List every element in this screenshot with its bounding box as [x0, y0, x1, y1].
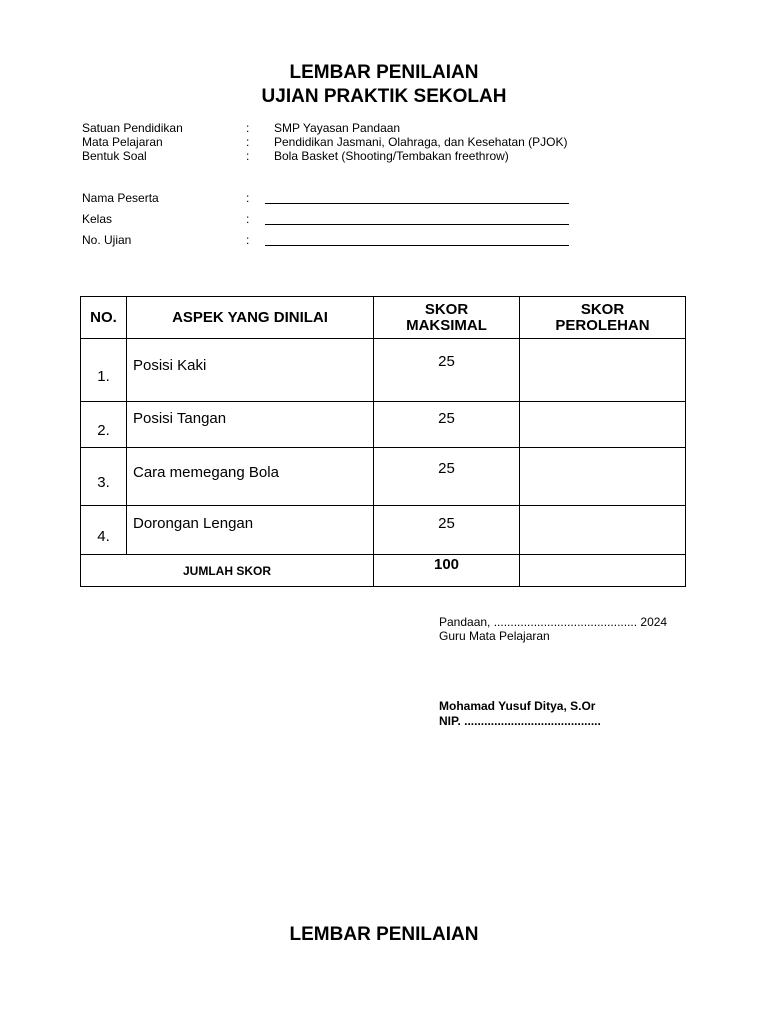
total-obtained[interactable] — [520, 555, 686, 587]
row-number: 4. — [97, 527, 110, 545]
aspect-text: Dorongan Lengan — [133, 515, 254, 532]
cell-skor-maksimal — [374, 506, 520, 555]
info-row-bentuk-soal — [82, 149, 682, 163]
signer-role: Guru Mata Pelajaran — [439, 629, 550, 643]
info-colon: : — [246, 149, 250, 163]
field-kelas[interactable] — [82, 212, 682, 226]
total-max — [374, 555, 520, 587]
score-table — [80, 296, 686, 587]
header-no: NO. — [81, 297, 127, 339]
page-title: LEMBAR PENILAIAN — [289, 62, 479, 83]
field-nama-peserta[interactable] — [82, 191, 682, 205]
page-subtitle: UJIAN PRAKTIK SEKOLAH — [261, 86, 507, 107]
info-label: Bentuk Soal — [82, 149, 147, 163]
cell-skor-maksimal — [374, 402, 520, 448]
table-row — [81, 339, 686, 402]
header-skor-maksimal — [374, 297, 520, 339]
field-colon: : — [246, 233, 250, 247]
info-row-satuan-pendidikan — [82, 121, 682, 135]
row-number: 2. — [97, 422, 110, 439]
info-value: Pendidikan Jasmani, Olahraga, dan Kesehatan (PJOK) — [274, 135, 568, 149]
table-row — [81, 448, 686, 506]
signer-nip: NIP. ......................................... — [439, 714, 601, 728]
signer-name: Mohamad Yusuf Ditya, S.Or — [439, 699, 596, 713]
row-number: 1. — [97, 367, 110, 385]
info-label: Satuan Pendidikan — [82, 121, 183, 135]
info-colon: : — [246, 121, 250, 135]
aspect-text: Posisi Kaki — [133, 357, 207, 374]
field-label: Nama Peserta — [82, 191, 159, 205]
header-aspek: ASPEK YANG DINILAI — [127, 297, 374, 339]
cell-skor-perolehan[interactable] — [520, 402, 686, 448]
total-max-value: 100 — [433, 556, 460, 573]
cell-no — [81, 448, 127, 506]
header-text: MAKSIMAL — [406, 316, 487, 334]
max-score: 25 — [438, 410, 455, 427]
header-skor-perolehan — [520, 297, 686, 339]
cell-skor-perolehan[interactable] — [520, 448, 686, 506]
field-colon: : — [246, 212, 250, 226]
aspect-text: Cara memegang Bola — [133, 464, 279, 481]
table-total-row — [81, 555, 686, 587]
fill-in-line[interactable] — [265, 245, 569, 246]
info-value: SMP Yayasan Pandaan — [274, 121, 401, 135]
cell-no — [81, 339, 127, 402]
max-score: 25 — [438, 460, 455, 477]
header-text: PEROLEHAN — [555, 316, 650, 334]
info-colon: : — [246, 135, 250, 149]
field-colon: : — [246, 191, 250, 205]
total-label: JUMLAH SKOR — [81, 555, 374, 587]
table-row — [81, 506, 686, 555]
fill-in-line[interactable] — [265, 224, 569, 225]
cell-skor-maksimal — [374, 448, 520, 506]
field-label: Kelas — [82, 212, 113, 226]
cell-aspek — [127, 402, 374, 448]
cell-aspek — [127, 339, 374, 402]
info-value: Bola Basket (Shooting/Tembakan freethrow) — [274, 149, 509, 163]
table-header-row — [81, 297, 686, 339]
cell-no — [81, 506, 127, 555]
cell-skor-maksimal — [374, 339, 520, 402]
field-no-ujian[interactable] — [82, 233, 682, 247]
max-score: 25 — [438, 353, 455, 370]
max-score: 25 — [438, 515, 455, 532]
cell-aspek — [127, 448, 374, 506]
aspect-text: Posisi Tangan — [133, 410, 227, 427]
next-page-title: LEMBAR PENILAIAN — [289, 924, 479, 945]
info-label: Mata Pelajaran — [82, 135, 163, 149]
cell-no — [81, 402, 127, 448]
cell-skor-perolehan[interactable] — [520, 506, 686, 555]
field-label: No. Ujian — [82, 233, 132, 247]
fill-in-line[interactable] — [265, 203, 569, 204]
row-number: 3. — [97, 474, 110, 491]
cell-aspek — [127, 506, 374, 555]
header-text: SKOR — [424, 300, 469, 318]
table-row — [81, 402, 686, 448]
info-row-mata-pelajaran — [82, 135, 682, 149]
header-text: SKOR — [580, 300, 625, 318]
cell-skor-perolehan[interactable] — [520, 339, 686, 402]
place-date: Pandaan, ........................................... 2024 — [439, 615, 668, 629]
